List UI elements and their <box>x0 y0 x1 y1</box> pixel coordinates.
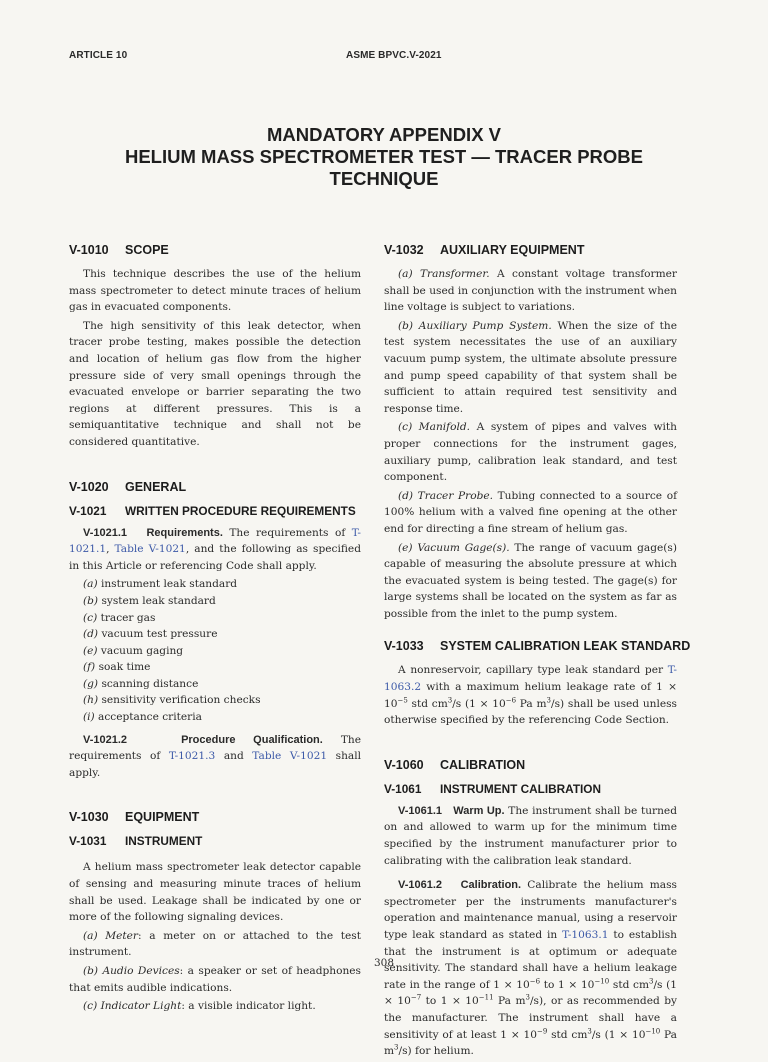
vacuum-gage-item: (e) Vacuum Gage(s). The range of vacuum gage(s) capable of measuring the absolute pressure at which the evacuated system is being tested. The gage(s) for large systems shall be located on the system as far as possible from the inlet to the pump system. <box>384 541 677 620</box>
title-line-3: TECHNIQUE <box>329 168 439 189</box>
scope-paragraph-1: This technique describes the use of the helium mass spectrometer to detect minute traces of helium gas in evacuated components. <box>69 268 361 314</box>
meter-item: (a) Meter: a meter on or attached to the test instrument. <box>69 929 361 959</box>
list-item: (h) sensitivity verification checks <box>83 694 261 707</box>
indicator-light-item: (c) Indicator Light: a visible indicator light. <box>83 1000 316 1013</box>
list-item: (f) soak time <box>83 661 151 674</box>
link-t-1021-1[interactable]: T-1021.1 <box>69 526 362 556</box>
auxiliary-pump-item: (b) Auxiliary Pump System. When the size of the test system necessitates the use of an auxiliary vacuum pump system, the ultimate absolute pressure and pump speed capability of that system shall be sufficient to attain required test sensitivity and response time. <box>384 319 677 415</box>
title-line-1: MANDATORY APPENDIX V <box>266 124 502 145</box>
audio-devices-item: (b) Audio Devices: a speaker or set of headphones that emits audible indications. <box>69 965 361 994</box>
subsection-heading-written-procedure: V-1021 WRITTEN PROCEDURE REQUIREMENTS <box>69 503 356 518</box>
link-table-v-1021[interactable]: Table V-1021 <box>252 750 328 763</box>
list-item: (d) vacuum test pressure <box>83 628 218 641</box>
running-header-code: ASME BPVC.V-2021 <box>346 50 442 61</box>
subsection-heading-instrument: V-1031 INSTRUMENT <box>69 834 203 849</box>
scope-paragraph-2: The high sensitivity of this leak detector, when tracer probe testing, makes possible the detection and location of helium gas flow from the higher pressure side of very small openings through the evacuated envelope or barrier separating the two regions at different pressures. This is a semiquantitative technique and shall not be considered quantitative. <box>69 319 361 448</box>
subsection-heading-instrument-calibration: V-1061 INSTRUMENT CALIBRATION <box>384 781 601 796</box>
link-table-v-1021[interactable]: Table V-1021 <box>114 543 186 556</box>
page-number: 308 <box>373 957 395 969</box>
requirements-list <box>69 576 361 725</box>
section-heading-auxiliary-equipment: V-1032 AUXILIARY EQUIPMENT <box>384 243 585 257</box>
list-item: (a) instrument leak standard <box>83 578 238 591</box>
left-column <box>69 242 361 1017</box>
section-heading-equipment: V-1030 EQUIPMENT <box>69 810 200 825</box>
running-header-article: ARTICLE 10 <box>69 50 128 61</box>
right-column <box>384 242 691 1062</box>
section-heading-general: V-1020 GENERAL <box>69 479 187 494</box>
instrument-paragraph: A helium mass spectrometer leak detector capable of sensing and measuring minute traces of helium shall be used. Leakage shall be indicated by one or more of the following signaling devices. <box>69 861 361 924</box>
calibration-paragraph: V-1061.2 Calibration. Calibrate the helium mass spectrometer per the instruments manufacturer's operation and maintenance manual, using a reservoir type leak standard as stated in T-1063.1 to establish that the instrument is at optimum or adequate sensitivity. The standard shall have a helium leakage rate in the range of $1 \times 10^{-6}$ to $1 \times 10^{-10}$ std $cm^3/s$ ($1 \times 10^{-7}$ to $1 \times 10^{-11}$ Pa $m^3/s$), or as recommended by the manufacturer. The instrument shall have a sensitivity of at least $1 \times 10^{-9}$ std $cm^3/s$ ($1 \times 10^{-10}$ Pa $m^3/s$) for helium. <box>384 879 678 1058</box>
tracer-probe-item: (d) Tracer Probe. Tubing connected to a source of 100% helium with a valved fine opening at the other end for directing a fine stream of helium gas. <box>384 489 678 535</box>
transformer-item: (a) Transformer. A constant voltage transformer shall be used in conjunction with the instrument when line voltage is subject to variations. <box>384 268 677 314</box>
link-t-1063-2[interactable]: T-1063.2 <box>384 664 677 694</box>
section-heading-scope: V-1010 SCOPE <box>69 243 169 257</box>
list-item: (i) acceptance criteria <box>83 711 202 724</box>
list-item: (b) system leak standard <box>83 594 216 607</box>
title-line-2: HELIUM MASS SPECTROMETER TEST — TRACER PROBE <box>124 146 644 167</box>
list-item: (e) vacuum gaging <box>83 644 184 657</box>
link-t-1021-3[interactable]: T-1021.3 <box>168 750 216 763</box>
link-t-1063-1[interactable]: T-1063.1 <box>562 929 609 941</box>
procedure-qualification-paragraph: V-1021.2 Procedure Qualification. The requirements of T-1021.3 and Table V-1021 shall apply. <box>69 733 362 779</box>
list-item: (c) tracer gas <box>83 611 156 624</box>
list-item: (g) scanning distance <box>83 677 199 690</box>
system-calibration-paragraph: A nonreservoir, capillary type leak standard per T-1063.2 with a maximum helium leakage rate of $1 \times 10^{-5}$ std $cm^3/s$ ($1 \times 10^{-6}$ Pa $m^3/s$) shall be used unless otherwise specified by the referencing Code Section. <box>384 664 677 727</box>
warm-up-paragraph: V-1061.1 Warm Up. The instrument shall be turned on and allowed to warm up for the minimum time specified by the instrument manufacturer prior to calibrating with the calibration leak standard. <box>384 804 677 867</box>
section-heading-system-calibration: V-1033 SYSTEM CALIBRATION LEAK STANDARD <box>384 639 691 654</box>
section-heading-calibration: V-1060 CALIBRATION <box>384 757 526 772</box>
manifold-item: (c) Manifold. A system of pipes and valves with proper connections for the instrument gages, auxiliary pump, calibration leak standard, and test component. <box>384 421 677 484</box>
page-title <box>60 124 708 190</box>
requirements-paragraph: V-1021.1 Requirements. The requirements of T-1021.1, Table V-1021, and the following as specified in this Article or referencing Code shall apply. <box>69 526 362 572</box>
